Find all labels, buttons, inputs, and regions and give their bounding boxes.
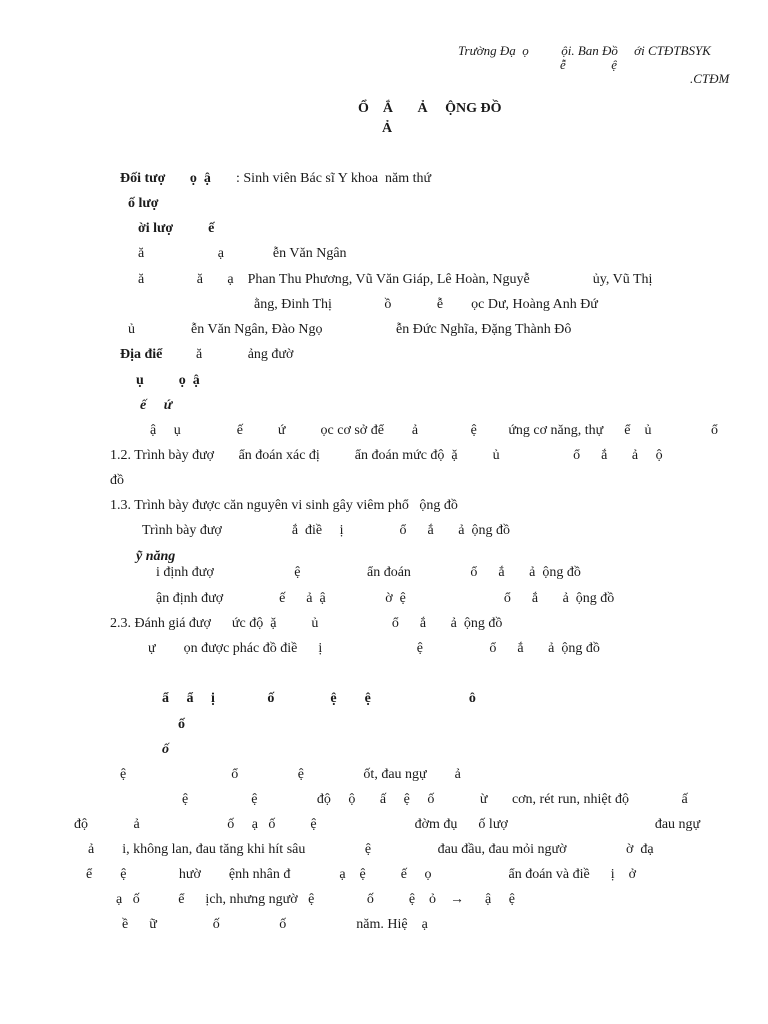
body-paragraph-line-2: ệ ệ độ ộ ấ ệ ố ừ cơn, rét run, nhiệt độ ấ [182,792,688,807]
doc-title-line-1: Ổ Ắ Ả ỘNG ĐỒ [358,101,502,116]
location-label: Địa điể [120,347,163,362]
editor-line: ă ạ ễn Văn Ngân [138,246,347,261]
header-line-1: Trường Đạ ọ ội. Ban Đồ ới CTĐTBSYK [458,43,711,58]
knowledge-item-1-2-cont: đồ [110,473,124,488]
section-heading: ẩ ẩ ị ố ệ ệ ô [162,691,476,706]
skill-item-2-2: ận định đượ ế ả ậ ờ ệ ổ ắ ả ộng đồ [156,591,615,606]
section-sub-1: ố [178,717,185,732]
section-sub-2: ố [162,742,169,757]
knowledge-item-1-4: Trình bày đượ ắ điề ị ổ ắ ả ộng đồ [142,523,510,538]
knowledge-item-1-3: 1.3. Trình bày được căn nguyên vi sinh gây viêm phổ ộng đồ [110,498,458,513]
knowledge-item-1-1: ậ ụ ế ứ ọc cơ sở để ả ệ ứng cơ năng, thự ể ủ ổ [150,423,718,438]
target-audience-label: Đối tượ ọ ậ [120,171,211,186]
target-audience-value: : Sinh viên Bác sĩ Y khoa năm thứ [236,171,432,186]
header-line-3: .CTĐM [690,71,730,86]
knowledge-item-1-2: 1.2. Trình bày đượ ẩn đoán xác đị ẩn đoán mức độ ặ ủ ổ ắ ả ộ [110,448,663,463]
skill-item-2-4: ự ọn được phác đồ điề ị ệ ổ ắ ả ộng đồ [148,641,600,656]
body-paragraph-line-6: ạ ố ể ịch, nhưng ngườ ệ ố ệ ỏ → ậ ệ [116,892,515,907]
knowledge-heading: ế ứ [140,398,173,413]
header-line-2: ễ ệ [560,57,618,72]
body-paragraph-line-7: ề ữ ố ố năm. Hiệ ạ [122,917,428,932]
contributors-line-1: ă ă ạ Phan Thu Phương, Vũ Văn Giáp, Lê Hoàn, Nguyễ ủy, Vũ Thị [138,272,653,287]
location-value: ă ảng đườ [196,347,294,362]
body-paragraph-line-3: độ ả ố ạ ố ệ đờm đụ ố lượ đau ngự [74,817,701,832]
quantity-label: ố lượ [128,196,159,211]
contributors-line-2: ằng, Đinh Thị ồ ễ ọc Dư, Hoàng Anh Đứ [254,297,598,312]
skill-item-2-1: i định đượ ệ ẩn đoán ổ ắ ả ộng đồ [156,565,581,580]
doc-title-line-2: Ả [382,121,393,136]
skills-heading: ỹ năng [136,549,176,564]
body-paragraph-line-4: ả i, không lan, đau tăng khi hít sâu ệ đau đầu, đau mỏi ngườ ờ đạ [88,842,654,857]
body-paragraph-line-5: ể ệ hườ ệnh nhân đ ạ ệ ế ọ ẩn đoán và điề ị ở [86,867,637,882]
reviewers-line: ủ ễn Văn Ngân, Đào Ngọ ễn Đức Nghĩa, Đặng Thành Đô [128,322,572,337]
skill-item-2-3: 2.3. Đánh giá đượ ức độ ặ ủ ổ ắ ả ộng đồ [110,616,503,631]
duration-label: ời lượ ế [138,221,215,236]
body-paragraph-line-1: ệ ổ ệ ốt, đau ngự ả [120,767,461,782]
objectives-heading: ụ ọ ậ [136,373,200,388]
